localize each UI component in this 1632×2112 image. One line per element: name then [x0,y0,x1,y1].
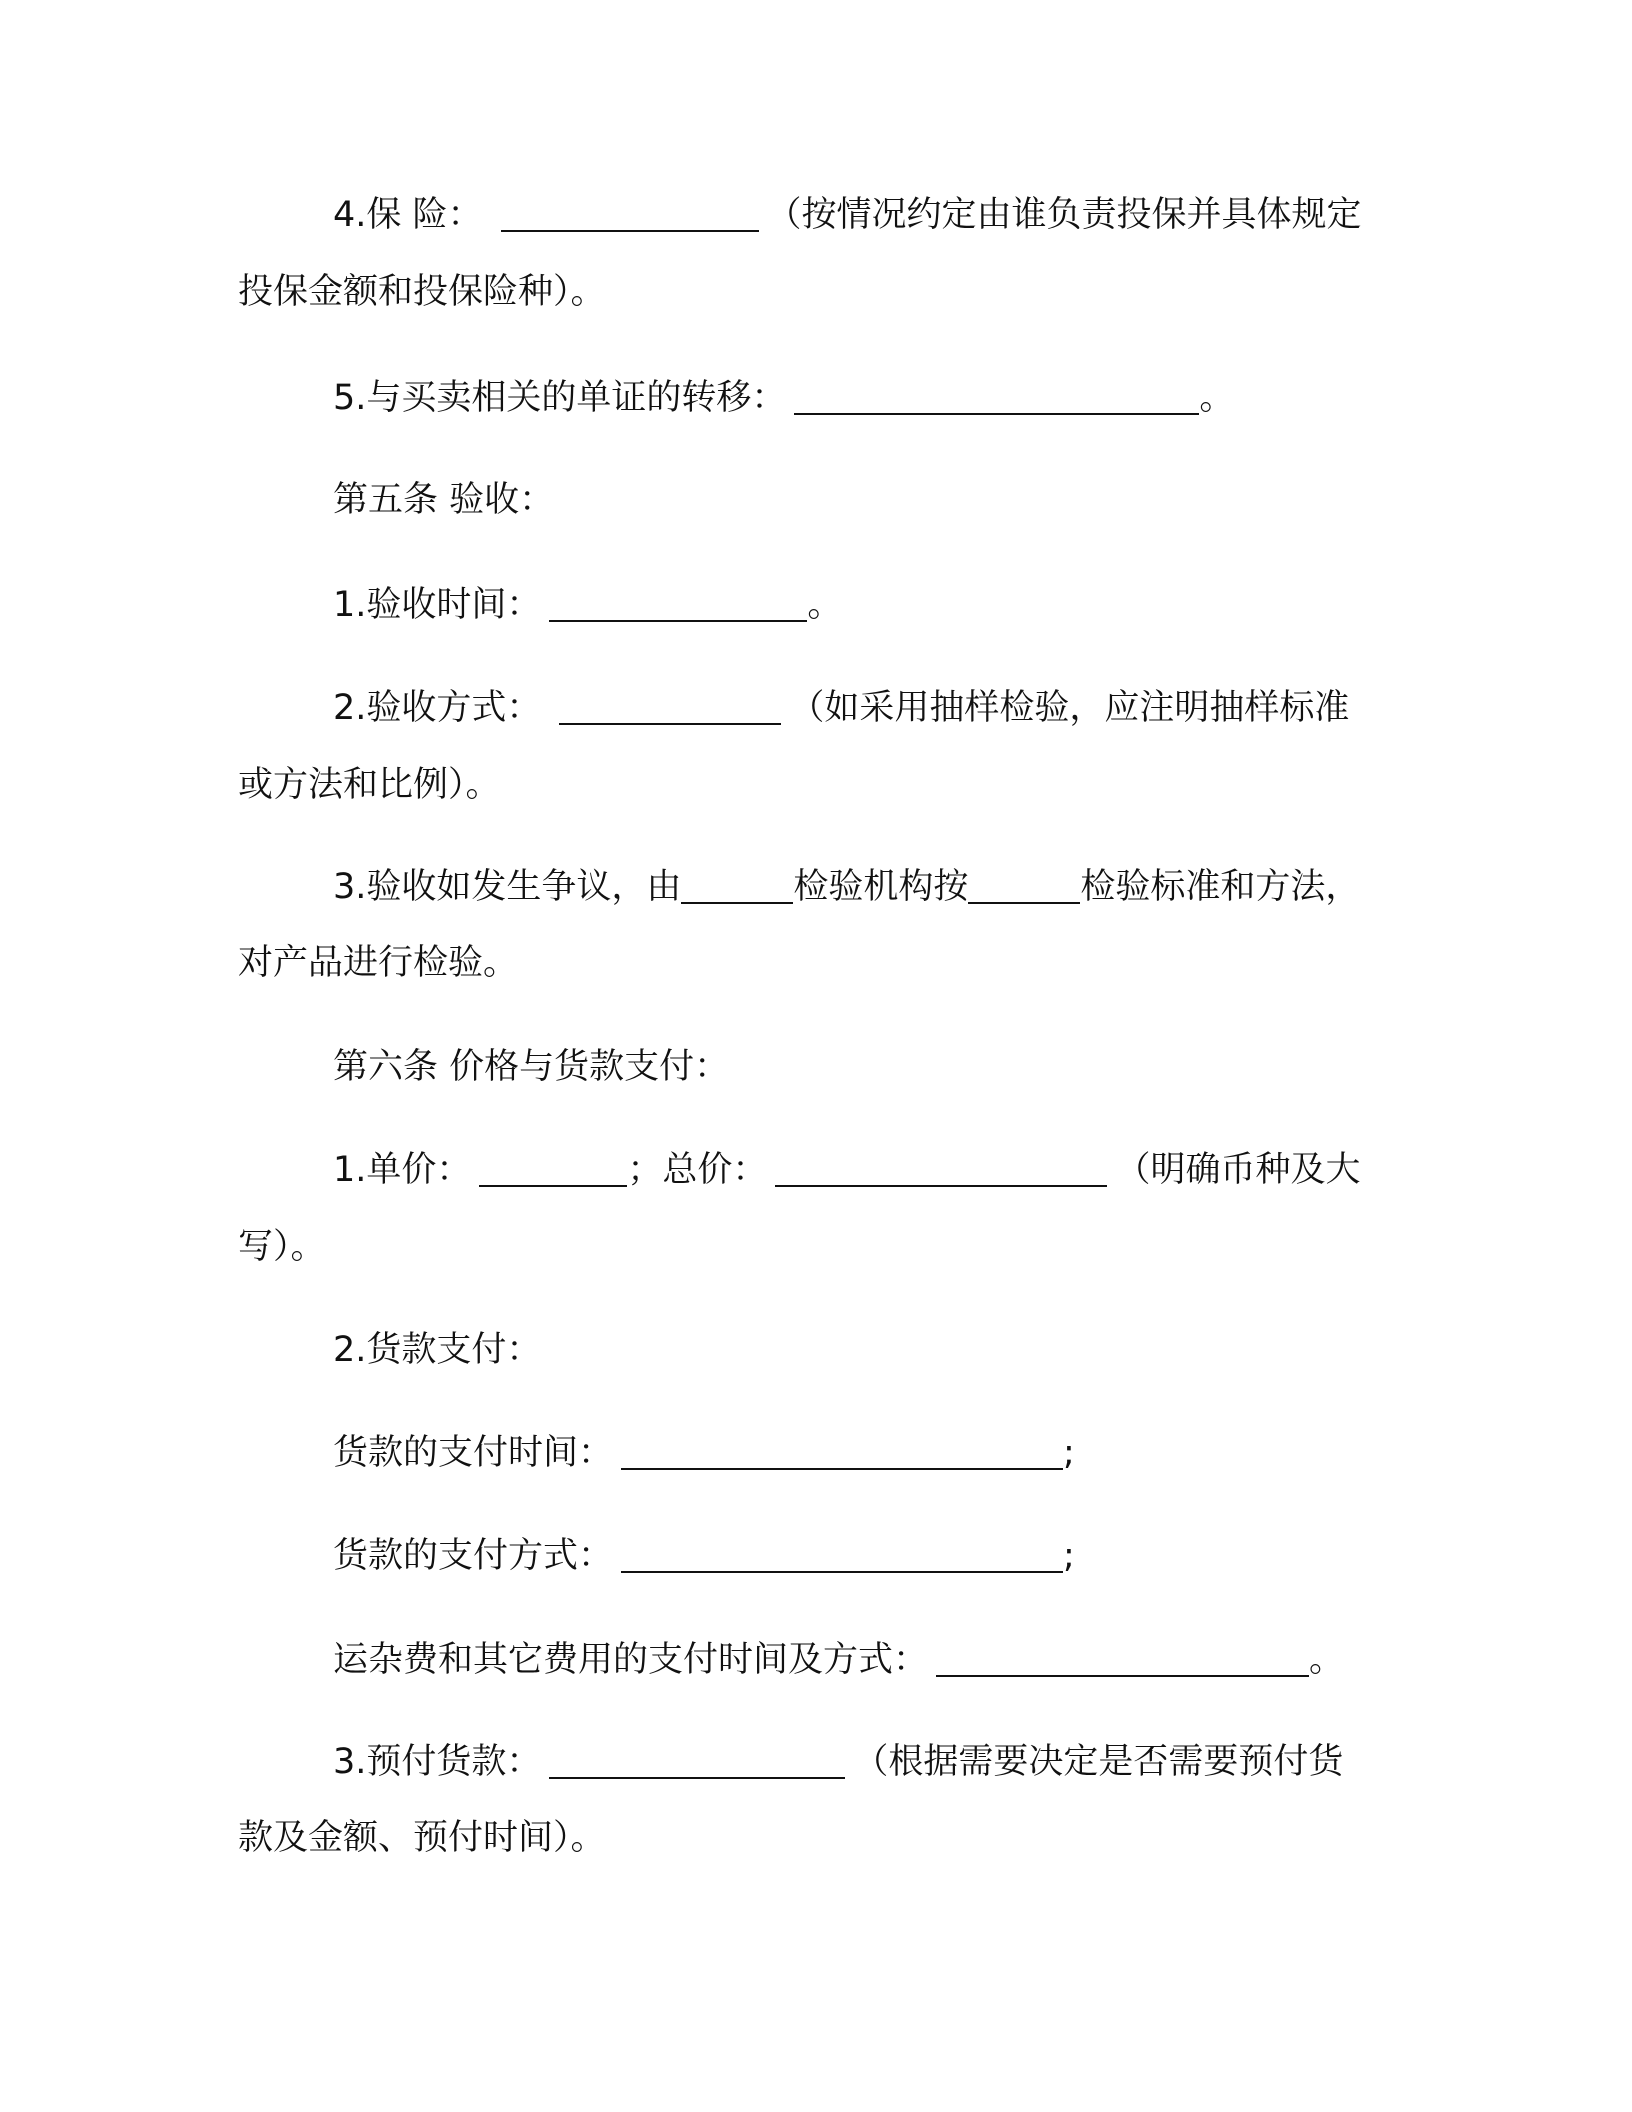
article6-title [0,1037,1632,1097]
documents-blank[interactable] [794,373,1199,415]
accept-method-note-cont: 或方法和比例）。 [238,765,501,805]
dispute-standard-blank[interactable] [968,862,1080,904]
price-note: （明确币种及大 [1115,1150,1361,1190]
insurance-label: 4.保 险： [333,195,483,235]
dispute-cont [0,933,1632,993]
accept-time-label: 1.验收时间： [333,585,542,625]
dispute-text-2: 检验机构按 [793,867,969,907]
price-clause [0,1140,1632,1200]
pay-method-label: 货款的支付方式： [333,1536,614,1576]
freight-label: 运杂费和其它费用的支付时间及方式： [333,1640,929,1680]
insurance-note-cont: 投保金额和投保险种）。 [238,272,606,312]
accept-method-note: （如采用抽样检验，应注明抽样标准 [789,688,1350,728]
documents-label: 5.与买卖相关的单证的转移： [333,378,787,418]
prepay-cont [0,1808,1632,1868]
freight-clause [0,1630,1632,1690]
article6-title-text: 第六条 价格与货款支付： [333,1047,730,1087]
unit-price-label: 1.单价： [333,1150,472,1190]
freight-end: 。 [1309,1640,1345,1680]
accept-time-clause [0,575,1632,635]
dispute-text-3: 检验标准和方法， [1080,867,1361,907]
prepay-blank[interactable] [549,1737,845,1779]
unit-price-blank[interactable] [479,1145,627,1187]
insurance-clause [0,185,1632,245]
article5-title-text: 第五条 验收： [333,480,555,520]
pay-time-clause [0,1423,1632,1483]
accept-method-blank[interactable] [559,683,781,725]
insurance-note: （按情况约定由谁负责投保并具体规定 [766,195,1362,235]
insurance-clause-cont [0,262,1632,322]
price-cont [0,1217,1632,1277]
prepay-clause [0,1732,1632,1792]
accept-time-end: 。 [807,585,843,625]
price-sep: ； [627,1150,663,1190]
accept-method-label: 2.验收方式： [333,688,542,728]
documents-clause [0,368,1632,428]
accept-method-cont [0,755,1632,815]
pay-time-blank[interactable] [621,1428,1063,1470]
pay-method-clause [0,1526,1632,1586]
dispute-clause [0,857,1632,917]
prepay-label: 3.预付货款： [333,1742,542,1782]
article5-title [0,470,1632,530]
documents-end: 。 [1199,378,1235,418]
prepay-note: （根据需要决定是否需要预付货 [853,1742,1344,1782]
dispute-agency-blank[interactable] [681,862,793,904]
pay-time-end: ; [1063,1433,1075,1473]
total-price-label: 总价： [662,1150,768,1190]
payment-title-text: 2.货款支付： [333,1330,542,1370]
freight-blank[interactable] [936,1635,1309,1677]
dispute-text-cont: 对产品进行检验。 [238,943,519,983]
dispute-text-1: 3.验收如发生争议，由 [333,867,682,907]
pay-method-end: ; [1063,1536,1075,1576]
pay-method-blank[interactable] [621,1531,1063,1573]
payment-title [0,1320,1632,1380]
accept-method-clause [0,678,1632,738]
price-note-cont: 写）。 [238,1227,326,1267]
insurance-blank[interactable] [501,190,759,232]
accept-time-blank[interactable] [549,580,807,622]
prepay-note-cont: 款及金额、预付时间）。 [238,1818,606,1858]
pay-time-label: 货款的支付时间： [333,1433,614,1473]
total-price-blank[interactable] [775,1145,1107,1187]
